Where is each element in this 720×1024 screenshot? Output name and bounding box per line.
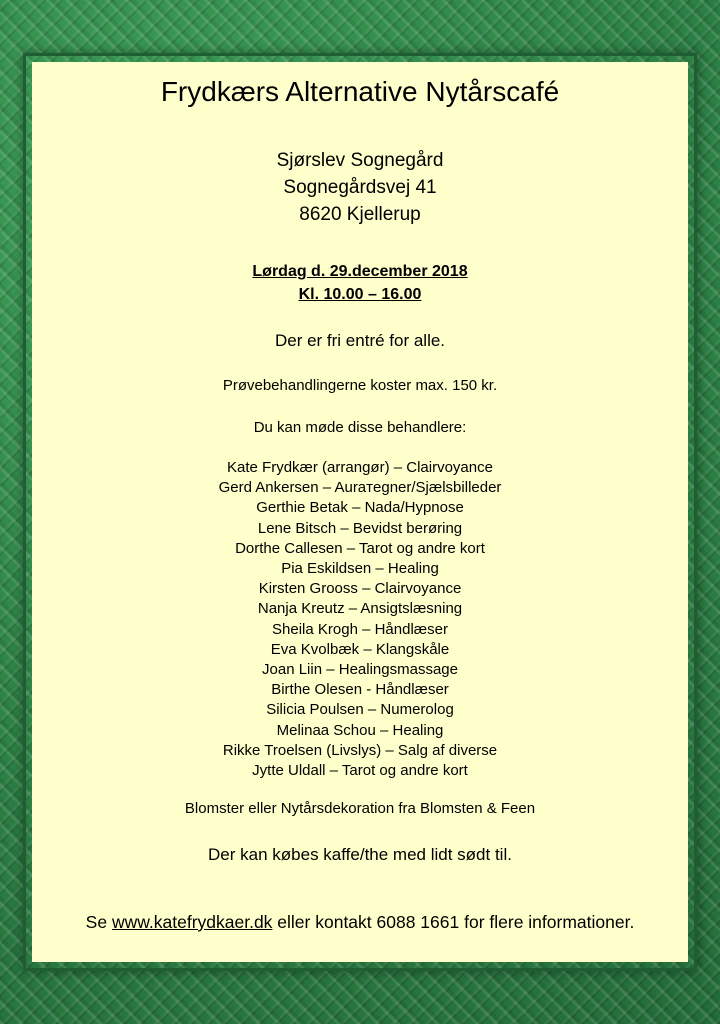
vendors-intro: Du kan møde disse behandlere:	[253, 419, 467, 436]
street-address: Sognegårdsvej 41	[283, 177, 437, 198]
list-item: Gerthie Betak – Nada/Hypnose	[256, 499, 464, 517]
website-link[interactable]: www.katefrydkaer.dk	[111, 912, 273, 932]
list-item: Rikke Troelsen (Livslys) – Salg af diverse	[222, 741, 498, 759]
list-item: Birthe Olesen - Håndlæser	[271, 681, 449, 699]
coffee-note: Der kan købes kaffe/the med lidt sødt til.	[208, 845, 512, 864]
list-item: Gerd Ankersen – Auraтegner/Sjælsbilleder	[218, 479, 502, 497]
list-item: Nanja Kreutz – Ansigtslæsning	[257, 600, 463, 618]
list-item: Lene Bitsch – Bevidst berøring	[257, 519, 463, 537]
footer-prefix: Se	[85, 912, 112, 932]
list-item: Pia Eskildsen – Healing	[281, 560, 439, 578]
list-item: Jytte Uldall – Tarot og andre kort	[252, 762, 468, 780]
list-item: Joan Liin – Healingsmassage	[262, 661, 458, 679]
poster-panel	[32, 62, 688, 962]
list-item: Silicia Poulsen – Numerolog	[266, 701, 454, 719]
venue-name: Sjørslev Sognegård	[276, 150, 444, 171]
footer-suffix: eller kontakt 6088 1661 for flere informationer.	[272, 912, 635, 932]
list-item: Melinaa Schou – Healing	[276, 721, 444, 739]
list-item: Eva Kvolbæk – Klangskåle	[270, 640, 450, 658]
entry-note: Der er fri entré for alle.	[274, 331, 446, 350]
list-item: Sheila Krogh – Håndlæser	[272, 620, 448, 638]
list-item: Dorthe Callesen – Tarot og andre kort	[235, 539, 485, 557]
list-item: Kate Frydkær (arrangør) – Clairvoyance	[227, 459, 493, 476]
price-note: Prøvebehandlingerne koster max. 150 kr.	[222, 377, 498, 394]
page-title: Frydkærs Alternative Nytårscafé	[160, 76, 560, 107]
contact-footer	[32, 912, 688, 933]
city-address: 8620 Kjellerup	[299, 204, 421, 225]
vendor-list	[32, 458, 688, 781]
event-date: Lørdag d. 29.december 2018	[252, 263, 468, 280]
flowers-note: Blomster eller Nytårsdekoration fra Blomsten & Feen	[184, 800, 536, 817]
list-item: Kirsten Grooss – Clairvoyance	[258, 580, 462, 598]
event-time: Kl. 10.00 – 16.00	[298, 286, 422, 303]
